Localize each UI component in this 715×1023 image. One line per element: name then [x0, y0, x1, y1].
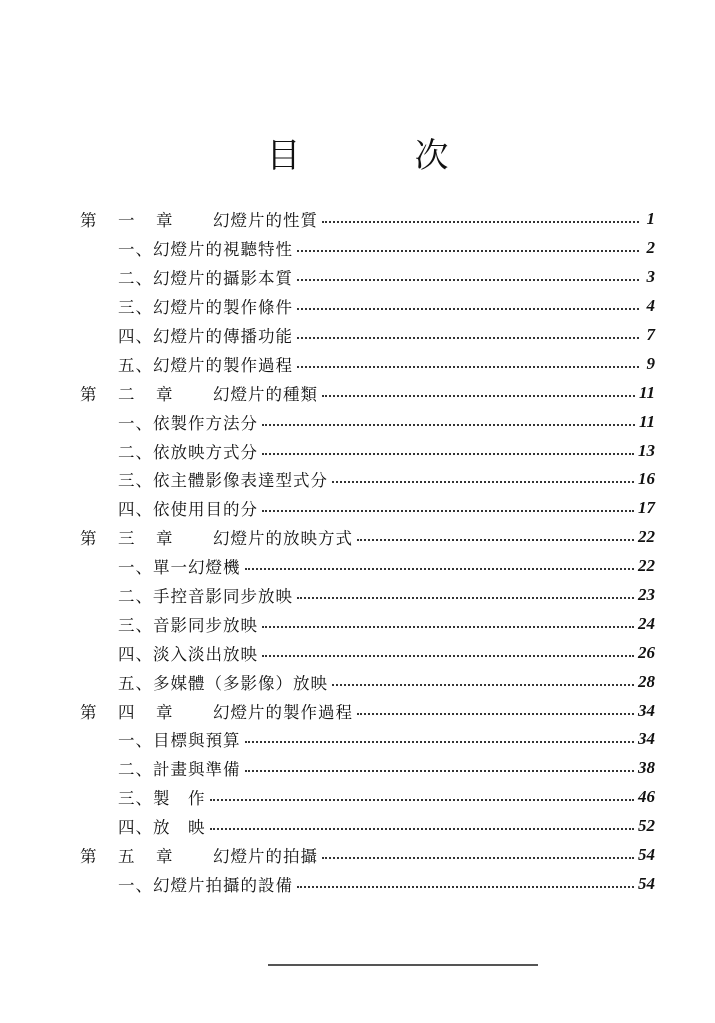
dot-leader — [262, 626, 634, 628]
toc-section-row[interactable] — [80, 465, 655, 494]
page-number: 1 — [646, 209, 655, 229]
page-title: 目 次 — [266, 136, 489, 176]
chapter-number-char: 三 — [118, 529, 135, 549]
chapter-number-char: 第 — [80, 847, 97, 867]
page-number: 3 — [646, 267, 655, 287]
toc-section-row[interactable] — [80, 234, 655, 263]
dot-leader — [297, 337, 639, 339]
chapter-number-char: 五 — [118, 847, 135, 867]
dot-leader — [245, 741, 635, 743]
chapter-number-char: 一 — [118, 211, 135, 231]
entry-title: 五、多媒體（多影像）放映 — [118, 673, 328, 693]
entry-title: 一、幻燈片拍攝的設備 — [118, 875, 293, 895]
dot-leader — [262, 453, 634, 455]
toc-section-row[interactable] — [80, 436, 655, 465]
dot-leader — [297, 250, 639, 252]
toc-section-row[interactable] — [80, 407, 655, 436]
entry-title: 一、單一幻燈機 — [118, 558, 241, 578]
page-number: 17 — [638, 498, 655, 518]
dot-leader — [322, 857, 634, 859]
entry-title: 幻燈片的拍攝 — [213, 847, 318, 867]
dot-leader — [262, 655, 634, 657]
chapter-number-char: 第 — [80, 702, 97, 722]
entry-title: 三、幻燈片的製作條件 — [118, 298, 293, 318]
page-number: 46 — [638, 787, 655, 807]
dot-leader — [357, 713, 634, 715]
chapter-number-char: 四 — [118, 702, 135, 722]
entry-title: 一、目標與預算 — [118, 731, 241, 751]
chapter-number-char: 章 — [156, 847, 173, 867]
entry-title: 二、幻燈片的攝影本質 — [118, 269, 293, 289]
page-number: 28 — [638, 671, 655, 691]
toc-chapter-row[interactable] — [80, 205, 655, 234]
toc-section-row[interactable] — [80, 494, 655, 523]
page-number: 23 — [638, 585, 655, 605]
toc-chapter-row[interactable] — [80, 841, 655, 870]
toc-section-row[interactable] — [80, 292, 655, 321]
dot-leader — [297, 597, 634, 599]
toc-chapter-row[interactable] — [80, 696, 655, 725]
entry-title: 五、幻燈片的製作過程 — [118, 355, 293, 375]
entry-title: 三、製 作 — [118, 789, 206, 809]
page-number: 24 — [638, 613, 655, 633]
toc-section-row[interactable] — [80, 783, 655, 812]
chapter-number — [80, 843, 213, 867]
toc-section-row[interactable] — [80, 754, 655, 783]
toc-section-row[interactable] — [80, 667, 655, 696]
page-number: 52 — [638, 816, 655, 836]
chapter-number — [80, 207, 213, 231]
toc-section-row[interactable] — [80, 263, 655, 292]
entry-title: 四、淡入淡出放映 — [118, 644, 258, 664]
page-number: 16 — [638, 469, 655, 489]
toc-section-row[interactable] — [80, 638, 655, 667]
table-of-contents — [80, 205, 655, 898]
entry-title: 幻燈片的放映方式 — [213, 529, 353, 549]
page-number: 11 — [638, 382, 655, 402]
toc-section-row[interactable] — [80, 609, 655, 638]
dot-leader — [262, 510, 634, 512]
chapter-number — [80, 381, 213, 405]
dot-leader — [297, 886, 634, 888]
toc-section-row[interactable] — [80, 552, 655, 581]
page-number: 2 — [646, 238, 655, 258]
chapter-number-char: 第 — [80, 529, 97, 549]
chapter-number — [80, 525, 213, 549]
page-number: 11 — [638, 411, 655, 431]
page-number: 54 — [638, 873, 655, 893]
page-number: 22 — [638, 527, 655, 547]
toc-section-row[interactable] — [80, 869, 655, 898]
chapter-number-char: 章 — [156, 211, 173, 231]
chapter-number-char: 章 — [156, 384, 173, 404]
entry-title: 幻燈片的性質 — [213, 211, 318, 231]
dot-leader — [332, 481, 634, 483]
entry-title: 四、依使用目的分 — [118, 500, 258, 520]
entry-title: 一、幻燈片的視聽特性 — [118, 240, 293, 260]
dot-leader — [297, 366, 639, 368]
page-number: 26 — [638, 642, 655, 662]
page-number: 34 — [638, 729, 655, 749]
dot-leader — [297, 308, 639, 310]
dot-leader — [262, 424, 635, 426]
toc-section-row[interactable] — [80, 725, 655, 754]
toc-section-row[interactable] — [80, 581, 655, 610]
page-number: 13 — [638, 440, 655, 460]
page-number: 9 — [646, 353, 655, 373]
chapter-number-char: 第 — [80, 211, 97, 231]
toc-chapter-row[interactable] — [80, 523, 655, 552]
page-number: 34 — [638, 700, 655, 720]
dot-leader — [297, 279, 639, 281]
chapter-number-char: 第 — [80, 384, 97, 404]
toc-chapter-row[interactable] — [80, 378, 655, 407]
toc-section-row[interactable] — [80, 349, 655, 378]
dot-leader — [245, 770, 635, 772]
page-number: 7 — [646, 325, 655, 344]
chapter-number-char: 二 — [118, 384, 135, 404]
entry-title: 二、依放映方式分 — [118, 442, 258, 462]
toc-section-row[interactable] — [80, 812, 655, 841]
bottom-rule — [268, 964, 538, 966]
entry-title: 三、依主體影像表達型式分 — [118, 471, 328, 491]
toc-section-row[interactable] — [80, 321, 655, 350]
entry-title: 四、幻燈片的傳播功能 — [118, 327, 293, 346]
chapter-number — [80, 699, 213, 723]
page-number: 22 — [638, 556, 655, 576]
entry-title: 幻燈片的種類 — [213, 384, 318, 404]
chapter-number-char: 章 — [156, 529, 173, 549]
dot-leader — [332, 684, 634, 686]
dot-leader — [245, 568, 635, 570]
dot-leader — [210, 828, 635, 830]
dot-leader — [210, 799, 635, 801]
entry-title: 二、計畫與準備 — [118, 760, 241, 780]
chapter-number-char: 章 — [156, 702, 173, 722]
dot-leader — [322, 395, 635, 397]
page-number: 54 — [638, 845, 655, 865]
entry-title: 一、依製作方法分 — [118, 413, 258, 433]
page-number: 38 — [638, 758, 655, 778]
dot-leader — [322, 221, 639, 223]
entry-title: 四、放 映 — [118, 818, 206, 838]
dot-leader — [357, 539, 634, 541]
entry-title: 三、音影同步放映 — [118, 615, 258, 635]
entry-title: 二、手控音影同步放映 — [118, 587, 293, 607]
entry-title: 幻燈片的製作過程 — [213, 702, 353, 722]
page-number: 4 — [646, 296, 655, 316]
